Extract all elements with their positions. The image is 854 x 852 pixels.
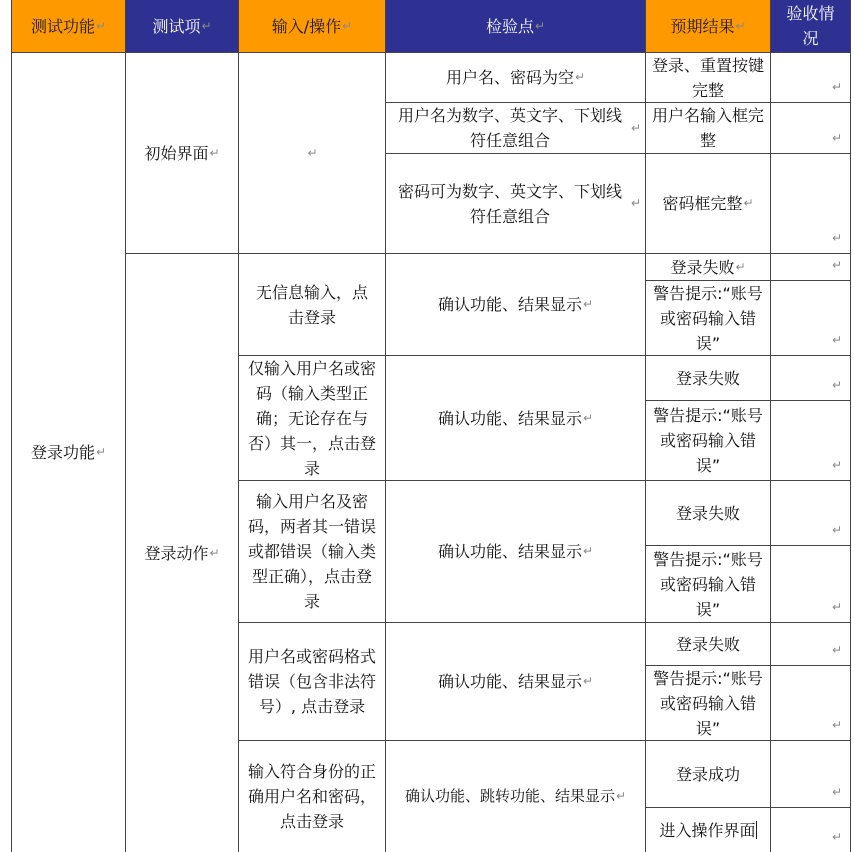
paragraph-mark: ↵ [735, 18, 746, 33]
checkpoint-cell: 密码可为数字、英文字、下划线符任意组合 ↵ [397, 181, 641, 226]
input-cell: 用户名或密码格式错误（包含非法符号）, 点击登录 [247, 647, 376, 716]
grid-line [645, 0, 646, 852]
expected-cell: 登录失败 [675, 503, 740, 523]
checkpoint-cell: 确认功能、结果显示 ↵ [386, 254, 645, 355]
paragraph-mark: ↵ [831, 333, 842, 347]
grid-line [125, 0, 126, 852]
item-login-action: 登录动作 ↵ [126, 254, 238, 852]
paragraph-mark: ↵ [582, 674, 594, 688]
paragraph-mark: ↵ [630, 196, 641, 210]
expected-cell: 登录、重置按键完整 [651, 55, 764, 100]
input-initial-empty [239, 53, 385, 253]
grid-line [125, 253, 851, 254]
acceptance-cell [771, 103, 850, 153]
acceptance-cell [771, 546, 850, 622]
grid-line [385, 102, 851, 103]
paragraph-mark: ↵ [831, 378, 842, 392]
paragraph-mark: ↵ [831, 718, 842, 732]
acceptance-cell [771, 53, 850, 102]
checkpoint-cell: 用户名、密码为空 ↵ [386, 53, 645, 102]
expected-cell: 警告提示:“账号或密码输入错误” [653, 668, 763, 738]
grid-line [238, 622, 851, 623]
checkpoint-cell: 确认功能、结果显示 ↵ [386, 623, 645, 740]
acceptance-cell [771, 254, 850, 280]
header-input: 输入/操作 ↵ [239, 0, 385, 52]
grid-line [238, 355, 851, 356]
paragraph-mark: ↵ [831, 231, 842, 245]
paragraph-mark: ↵ [582, 544, 594, 558]
expected-cell: 警告提示:“账号或密码输入错误” [653, 283, 763, 353]
paragraph-mark: ↵ [209, 545, 220, 560]
header-acceptance: 验收情况 [771, 0, 850, 52]
grid-line [645, 400, 851, 401]
expected-cell: 警告提示:“账号或密码输入错误” [653, 406, 763, 475]
paragraph-mark: ↵ [201, 18, 212, 33]
paragraph-mark: ↵ [831, 458, 842, 472]
grid-line [238, 740, 851, 741]
paragraph-mark: ↵ [743, 196, 754, 210]
paragraph-mark: ↵ [342, 18, 353, 33]
paragraph-mark: ↵ [615, 789, 627, 803]
acceptance-cell [771, 401, 850, 480]
paragraph-mark: ↵ [831, 523, 842, 537]
input-cell: 无信息输入，点击登录 [255, 282, 368, 327]
paragraph-mark: ↵ [95, 445, 107, 459]
item-initial-screen: 初始界面 ↵ [126, 53, 238, 253]
paragraph-mark: ↵ [831, 830, 842, 844]
grid-line [645, 545, 851, 546]
grid-line [385, 0, 386, 852]
checkpoint-cell: 用户名为数字、英文字、下划线符任意组合 ↵ [397, 106, 641, 150]
checkpoint-cell: 确认功能、结果显示 ↵ [386, 481, 645, 622]
header-checkpoint: 检验点 ↵ [386, 0, 645, 52]
grid-line [645, 665, 851, 666]
grid-line [11, 0, 12, 852]
feature-cell: 登录功能 ↵ [12, 53, 125, 852]
input-cell: 输入用户名及密码，两者其一错误或都错误（输入类型正确），点击登录 [247, 492, 376, 611]
acceptance-cell [771, 666, 850, 740]
paragraph-mark: ↵ [831, 785, 842, 799]
paragraph-mark: ↵ [582, 297, 594, 311]
paragraph-mark: ↵ [831, 80, 842, 94]
expected-cell: 登录失败 ↵ [646, 254, 770, 280]
paragraph-mark: ↵ [582, 410, 594, 425]
paragraph-mark: ↵ [831, 600, 842, 614]
paragraph-mark: ↵ [630, 120, 641, 135]
expected-cell: 用户名输入框完整 [651, 106, 764, 150]
expected-cell: 警告提示:“账号或密码输入错误” [653, 549, 763, 619]
expected-cell: 登录失败 [675, 634, 740, 654]
acceptance-cell [771, 741, 850, 807]
header-feature: 测试功能 ↵ [12, 0, 125, 52]
acceptance-cell [771, 481, 850, 545]
grid-line [385, 153, 851, 154]
expected-cell: 进入操作界面 [659, 820, 756, 840]
paragraph-mark: ↵ [574, 70, 586, 84]
text-cursor [756, 821, 757, 839]
paragraph-mark: ↵ [534, 18, 546, 33]
paragraph-mark: ↵ [735, 259, 746, 274]
paragraph-mark: ↵ [831, 643, 842, 657]
grid-line [645, 280, 851, 281]
paragraph-mark: ↵ [307, 145, 318, 160]
acceptance-cell [771, 623, 850, 665]
checkpoint-cell: 确认功能、跳转功能、结果显示 ↵ [386, 741, 645, 852]
acceptance-cell [771, 154, 850, 253]
header-item: 测试项 ↵ [126, 0, 238, 52]
acceptance-cell [771, 281, 850, 355]
expected-cell: 密码框完整 ↵ [646, 154, 770, 253]
expected-cell: 登录成功 [675, 764, 740, 784]
input-cell: 仅输入用户名或密码（输入类型正确；无论存在与否）其一，点击登录 [247, 358, 376, 478]
grid-line [238, 480, 851, 481]
expected-cell: 登录失败 [675, 368, 740, 388]
grid-line [238, 0, 239, 852]
acceptance-cell [771, 356, 850, 400]
grid-line [850, 0, 851, 852]
acceptance-cell [771, 808, 850, 852]
grid-line [770, 0, 771, 852]
paragraph-mark: ↵ [209, 145, 220, 160]
grid-line [11, 52, 851, 53]
input-cell: 输入符合身份的正确用户名和密码，点击登录 [247, 762, 376, 831]
grid-line [645, 807, 851, 808]
paragraph-mark: ↵ [831, 258, 842, 272]
header-expected: 预期结果 ↵ [646, 0, 770, 52]
checkpoint-cell: 确认功能、结果显示 ↵ [386, 356, 645, 480]
paragraph-mark: ↵ [831, 131, 842, 145]
paragraph-mark: ↵ [95, 18, 107, 33]
